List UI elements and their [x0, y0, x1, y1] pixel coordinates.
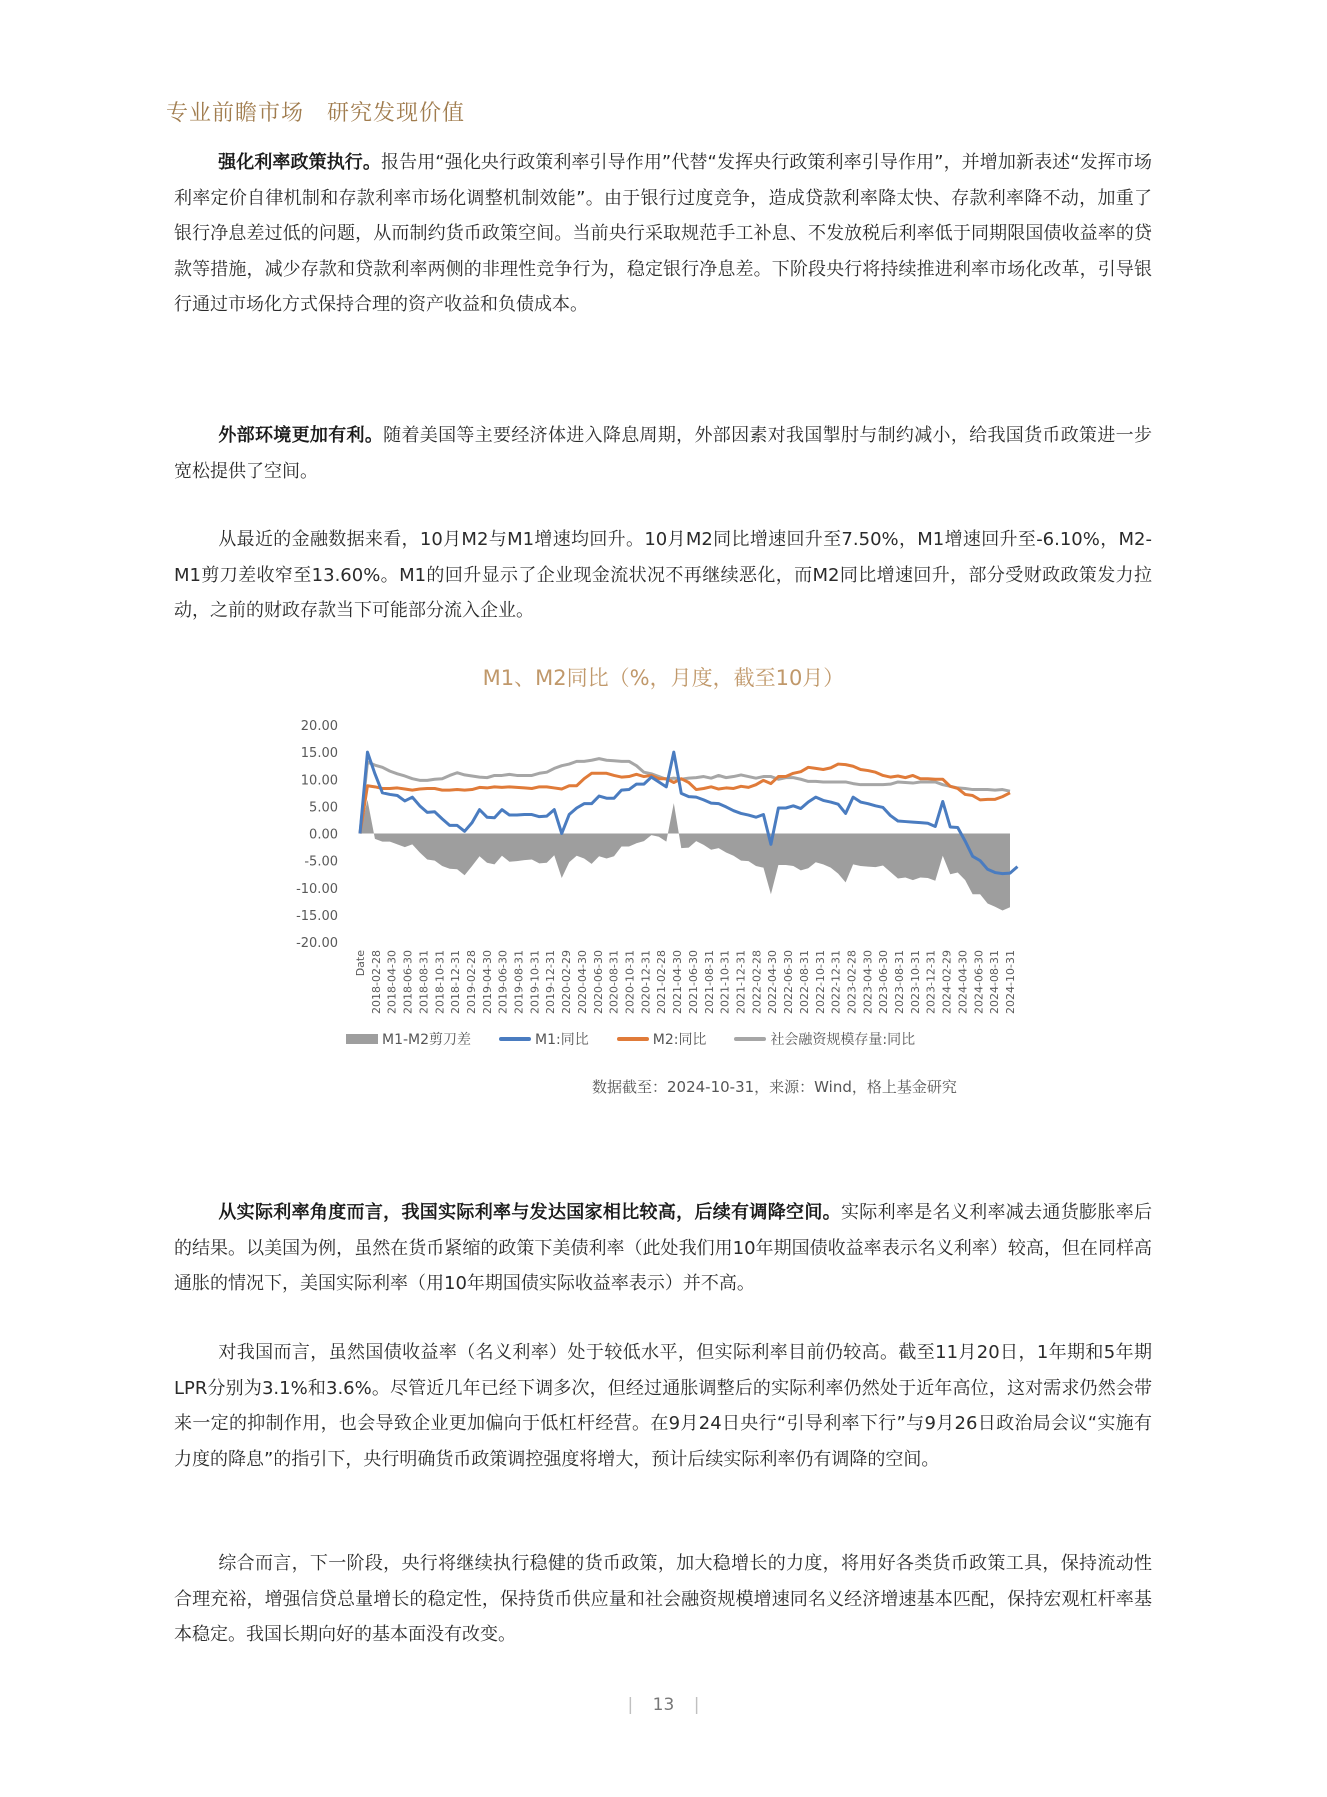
- x-tick-label: 2023-06-30: [877, 950, 891, 1014]
- m1-m2-chart: [290, 712, 1030, 1032]
- x-tick-label: 2023-10-31: [908, 950, 922, 1014]
- legend-swatch-m1: [499, 1037, 531, 1041]
- x-tick-label: 2020-02-29: [560, 950, 574, 1014]
- x-tick-label: 2023-08-31: [893, 950, 907, 1014]
- paragraph-interest-policy: [174, 145, 1152, 323]
- x-tick-label: 2020-08-31: [607, 950, 621, 1014]
- x-tick-label: 2023-04-30: [861, 950, 875, 1014]
- x-tick-label: 2024-02-29: [940, 950, 954, 1014]
- y-tick-label: -10.00: [296, 881, 338, 897]
- x-tick-label: 2019-08-31: [512, 950, 526, 1014]
- footer-bar-left: |: [627, 1695, 634, 1715]
- legend-item-m2: [617, 1029, 707, 1049]
- legend-label-scissors: M1-M2剪刀差: [382, 1032, 472, 1048]
- y-tick-label: 0.00: [309, 827, 338, 843]
- x-tick-label: 2018-12-31: [449, 950, 463, 1014]
- legend-item-m1: [499, 1029, 589, 1049]
- y-tick-label: 5.00: [309, 800, 338, 816]
- y-tick-label: -5.00: [304, 854, 338, 870]
- x-tick-label: 2021-02-28: [655, 950, 669, 1014]
- x-tick-label: 2024-06-30: [972, 950, 986, 1014]
- x-tick-label: 2024-08-31: [988, 950, 1002, 1014]
- chart-source-note: 数据截至：2024-10-31，来源：Wind，格上基金研究: [592, 1078, 957, 1096]
- x-tick-label: 2018-02-28: [369, 950, 383, 1014]
- x-tick-label: 2022-12-31: [829, 950, 843, 1014]
- y-tick-label: 20.00: [300, 719, 338, 734]
- x-tick-label: 2019-06-30: [496, 950, 510, 1014]
- chart-title: M1、M2同比（%，月度，截至10月）: [482, 666, 845, 690]
- x-tick-label: 2021-06-30: [686, 950, 700, 1014]
- x-tick-label: 2021-08-31: [702, 950, 716, 1014]
- page-footer: [0, 1695, 1327, 1715]
- x-tick-label: 2018-06-30: [401, 950, 415, 1014]
- legend-swatch-scissors: [346, 1034, 378, 1044]
- x-tick-label: 2020-06-30: [591, 950, 605, 1014]
- y-tick-label: -15.00: [296, 908, 338, 924]
- paragraph-text: 对我国而言，虽然国债收益率（名义利率）处于较低水平，但实际利率目前仍较高。截至11月20日，1年期和5年期LPR分别为3.1%和3.6%。尽管近几年已经下调多次，但经过通胀调整后的实际利率仍然处于近年高位，这对需求仍然会带来一定的抑制作用，也会导致企业更加偏向于低杠杆经营。在9月24日央行“引导利率下行”与9月26日政治局会议“实施有力度的降息”的指引下，央行明确货币政策调控强度将增大，预计后续实际利率仍有调降的空间。: [174, 1342, 1152, 1470]
- legend-label-m2: M2:同比: [652, 1032, 707, 1048]
- y-tick-label: -20.00: [296, 936, 338, 951]
- x-tick-label: 2021-12-31: [734, 950, 748, 1014]
- chart-legend: [346, 1029, 915, 1049]
- x-tick-label: 2020-10-31: [623, 950, 637, 1014]
- paragraph-financial-data: [174, 522, 1152, 629]
- x-tick-label: 2019-02-28: [464, 950, 478, 1014]
- x-tick-label: 2022-02-28: [750, 950, 764, 1014]
- x-tick-label: 2018-10-31: [433, 950, 447, 1014]
- x-tick-label: 2024-04-30: [956, 950, 970, 1014]
- x-tick-label: 2019-10-31: [528, 950, 542, 1014]
- x-tick-label: Date: [354, 950, 367, 977]
- paragraph-real-rate: [174, 1195, 1152, 1302]
- page-number: 13: [652, 1695, 675, 1715]
- y-tick-label: 15.00: [300, 746, 338, 762]
- paragraph-lead: 外部环境更加有利。: [218, 425, 384, 446]
- x-tick-label: 2023-02-28: [845, 950, 859, 1014]
- legend-swatch-tsf: [734, 1037, 766, 1041]
- x-tick-label: 2021-04-30: [671, 950, 685, 1014]
- x-tick-label: 2019-04-30: [480, 950, 494, 1014]
- x-tick-label: 2024-10-31: [1004, 950, 1017, 1014]
- x-tick-label: 2022-06-30: [782, 950, 796, 1014]
- paragraph-external-env: [174, 418, 1152, 489]
- paragraph-text: 实际利率是名义利率减去通货膨胀率后的结果。以美国为例，虽然在货币紧缩的政策下美债利率（此处我们用10年期国债收益率表示名义利率）较高，但在同样高通胀的情况下，美国实际利率（用10年期国债实际收益率表示）并不高。: [174, 1202, 1153, 1294]
- paragraph-text: 综合而言，下一阶段，央行将继续执行稳健的货币政策，加大稳增长的力度，将用好各类货币政策工具，保持流动性合理充裕，增强信贷总量增长的稳定性，保持货币供应量和社会融资规模增速同名义经济增速基本匹配，保持宏观杠杆率基本稳定。我国长期向好的基本面没有改变。: [174, 1553, 1152, 1645]
- legend-label-tsf: 社会融资规模存量:同比: [770, 1032, 916, 1048]
- x-tick-label: 2018-08-31: [417, 950, 431, 1014]
- area-m1-m2-scissors: [360, 800, 1010, 911]
- x-tick-label: 2020-04-30: [575, 950, 589, 1014]
- paragraph-china-rate: [174, 1335, 1152, 1477]
- x-tick-label: 2021-10-31: [718, 950, 732, 1014]
- x-tick-label: 2022-08-31: [797, 950, 811, 1014]
- x-tick-label: 2019-12-31: [544, 950, 558, 1014]
- x-tick-label: 2018-04-30: [385, 950, 399, 1014]
- x-tick-label: 2022-10-31: [813, 950, 827, 1014]
- legend-label-m1: M1:同比: [535, 1032, 589, 1048]
- y-tick-label: 10.00: [300, 773, 338, 789]
- header-slogan: 专业前瞻市场 研究发现价值: [166, 101, 466, 126]
- paragraph-text: 报告用“强化央行政策利率引导作用”代替“发挥央行政策利率引导作用”，并增加新表述“发挥市场利率定价自律机制和存款利率市场化调整机制效能”。由于银行过度竞争，造成贷款利率降太快、存款利率降不动，加重了银行净息差过低的问题，从而制约货币政策空间。当前央行采取规范手工补息、不发放税后利率低于同期限国债收益率的贷款等措施，减少存款和贷款利率两侧的非理性竞争行为，稳定银行净息差。下阶段央行将持续推进利率市场化改革，引导银行通过市场化方式保持合理的资产收益和负债成本。: [174, 152, 1153, 315]
- paragraph-summary: [174, 1546, 1152, 1653]
- paragraph-lead: 从实际利率角度而言，我国实际利率与发达国家相比较高，后续有调降空间。: [218, 1202, 841, 1223]
- paragraph-lead: 强化利率政策执行。: [218, 152, 381, 173]
- x-tick-label: 2022-04-30: [766, 950, 780, 1014]
- legend-item-tsf: [734, 1029, 915, 1049]
- x-tick-label: 2023-12-31: [924, 950, 938, 1014]
- legend-item-scissors: [346, 1029, 471, 1049]
- paragraph-text: 随着美国等主要经济体进入降息周期，外部因素对我国掣肘与制约减小，给我国货币政策进一步宽松提供了空间。: [174, 425, 1152, 482]
- footer-bar-right: |: [693, 1695, 700, 1715]
- legend-swatch-m2: [617, 1037, 649, 1041]
- paragraph-text: 从最近的金融数据来看，10月M2与M1增速均回升。10月M2同比增速回升至7.50%，M1增速回升至-6.10%，M2-M1剪刀差收窄至13.60%。M1的回升显示了企业现金流状况不再继续恶化，而M2同比增速回升，部分受财政政策发力拉动，之前的财政存款当下可能部分流入企业。: [174, 529, 1152, 621]
- x-tick-label: 2020-12-31: [639, 950, 653, 1014]
